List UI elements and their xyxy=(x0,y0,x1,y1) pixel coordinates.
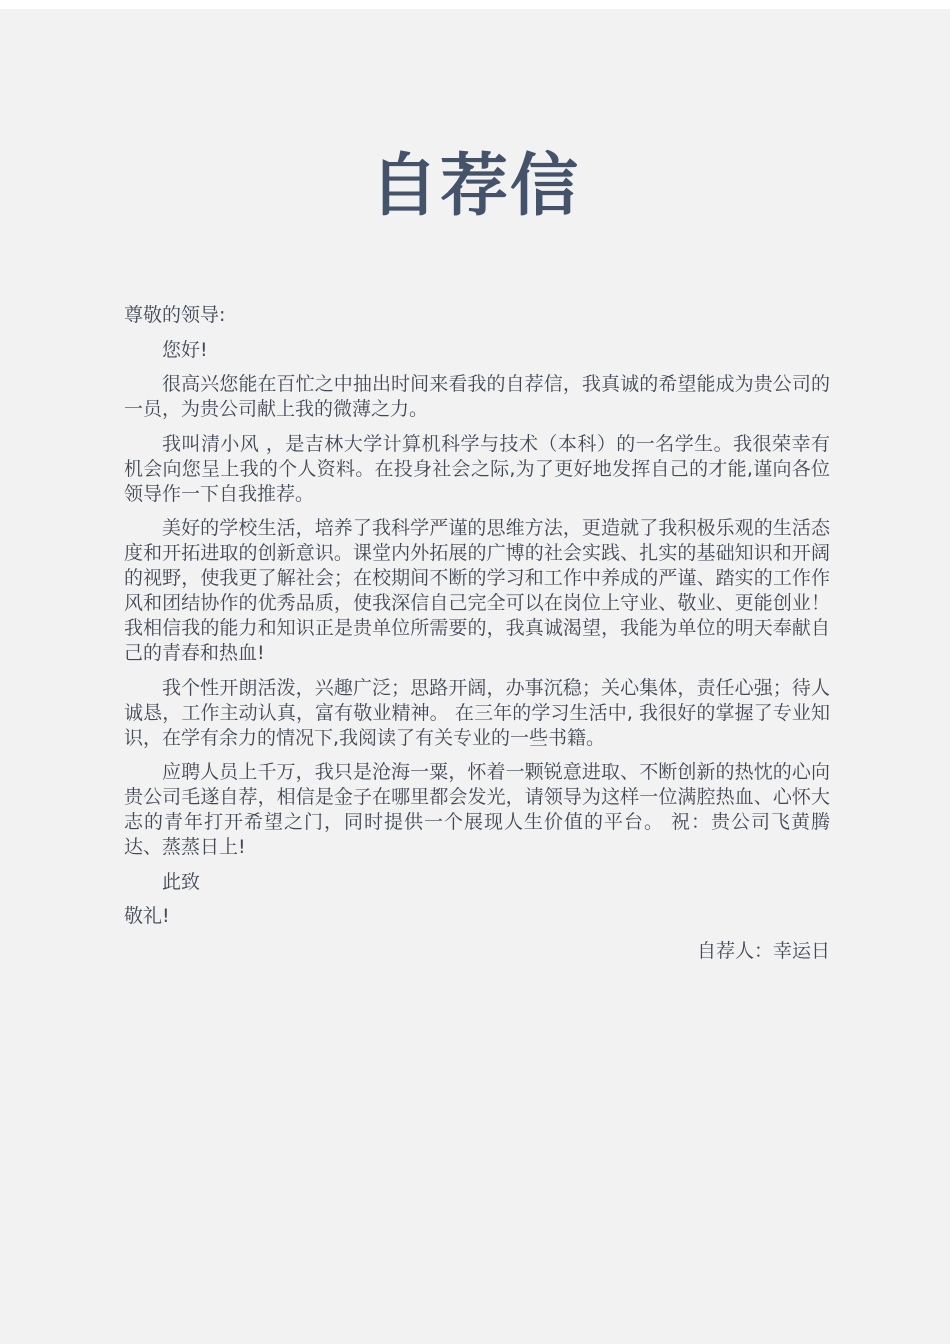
letter-title: 自荐信 xyxy=(369,147,580,226)
salutation: 尊敬的领导: xyxy=(124,304,226,326)
paragraph-self-introduction: 我叫清小风 ，是吉林大学计算机科学与技术（本科）的一名学生。我很荣幸有机会向您呈上我的个人资料。在投身社会之际,为了更好地发挥自己的才能,谨向各位领导作一下自我推荐。 xyxy=(124,432,830,505)
closing-salute: 敬礼! xyxy=(124,905,170,927)
paragraph-intro: 很高兴您能在百忙之中抽出时间来看我的自荐信，我真诚的希望能成为贵公司的一员，为贵公司献上我的微薄之力。 xyxy=(124,373,830,420)
document-page xyxy=(0,9,950,1344)
paragraph-school-life: 美好的学校生活，培养了我科学严谨的思维方法，更造就了我积极乐观的生活态度和开拓进取的创新意识。课堂内外拓展的广博的社会实践、扎实的基础知识和开阔的视野，使我更了解社会；在校期间不断的学习和工作中养成的严谨、踏实的工作作风和团结协作的优秀品质，使我深信自己完全可以在岗位上守业、敬业、更能创业！我相信我的能力和知识正是贵单位所需要的，我真诚渴望，我能为单位的明天奉献自己的青春和热血! xyxy=(124,517,830,664)
paragraph-application: 应聘人员上千万，我只是沧海一粟，怀着一颗锐意进取、不断创新的热忱的心向贵公司毛遂自荐，相信是金子在哪里都会发光，请领导为这样一位满腔热血、心怀大志的青年打开希望之门，同时提供一个展现人生价值的平台。 祝：贵公司飞黄腾达、蒸蒸日上! xyxy=(124,761,830,858)
greeting: 您好! xyxy=(162,338,208,361)
paragraph-personality: 我个性开朗活泼，兴趣广泛；思路开阔，办事沉稳；关心集体，责任心强；待人诚恳，工作主动认真，富有敬业精神。 在三年的学习生活中, 我很好的掌握了专业知识，在学有余力的情况下,我阅读了有关专业的一些书籍。 xyxy=(124,676,830,749)
closing-regards: 此致 xyxy=(162,870,201,893)
letter-body xyxy=(124,303,830,973)
signature: 自荐人：幸运日 xyxy=(696,939,830,962)
